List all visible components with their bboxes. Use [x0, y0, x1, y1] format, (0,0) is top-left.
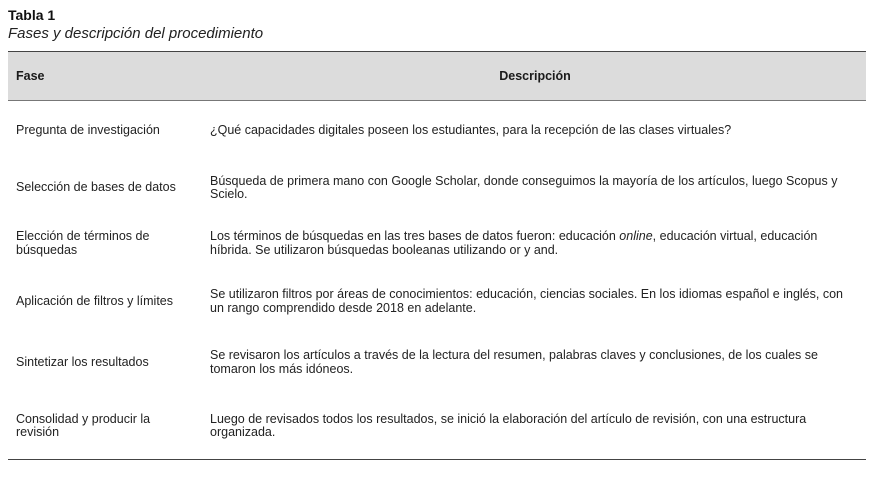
- document-page: [8, 6, 866, 460]
- fase-cell: Consolidad y producir la revisión: [8, 393, 204, 460]
- table-row: [8, 393, 866, 460]
- fase-cell: Aplicación de filtros y límites: [16, 293, 174, 308]
- descripcion-cell: Se revisaron los artículos a través de la lectura del resumen, palabras claves y conclusiones, de los cuales se tomaron los más idóneos.: [210, 348, 818, 376]
- table-header: [8, 52, 866, 101]
- descripcion-text-before: Los términos de búsquedas en las tres bases de datos fueron: educación: [210, 229, 620, 243]
- table-caption: Fases y descripción del procedimiento: [8, 25, 264, 42]
- descripcion-cell: Búsqueda de primera mano con Google Scholar, donde conseguimos la mayoría de los artículos, luego Scopus y Scielo.: [210, 173, 838, 201]
- table-body: [8, 101, 866, 460]
- descripcion-cell: [204, 216, 866, 271]
- descripcion-cell: ¿Qué capacidades digitales poseen los estudiantes, para la recepción de las clases virtuales?: [210, 122, 732, 137]
- fase-cell: Sintetizar los resultados: [16, 354, 149, 369]
- fase-cell: Pregunta de investigación: [16, 122, 160, 137]
- table-row: [8, 271, 866, 332]
- fase-cell: Selección de bases de datos: [16, 180, 176, 195]
- procedure-table: [8, 51, 866, 460]
- descripcion-cell: Luego de revisados todos los resultados, se inició la elaboración del artículo de revisión, con una estructura organizada.: [204, 393, 866, 460]
- descripcion-text-italic: online: [619, 229, 653, 243]
- header-row: [8, 52, 866, 101]
- header-descripcion: Descripción: [204, 52, 866, 101]
- table-row: [8, 332, 866, 393]
- table-row: [8, 160, 866, 216]
- header-fase: Fase: [8, 52, 204, 101]
- fase-cell: Elección de términos de búsquedas: [16, 229, 150, 257]
- descripcion-text-after: , educación virtual, educación híbrida. Se utilizaron búsquedas booleanas utilizando or y and.: [210, 229, 818, 257]
- table-row: [8, 216, 866, 271]
- table-row: [8, 101, 866, 161]
- table-label: Tabla 1: [8, 7, 56, 23]
- descripcion-cell: Se utilizaron filtros por áreas de conocimientos: educación, ciencias sociales. En los idiomas español e inglés, con un rango comprendido desde 2018 en adelante.: [210, 287, 843, 315]
